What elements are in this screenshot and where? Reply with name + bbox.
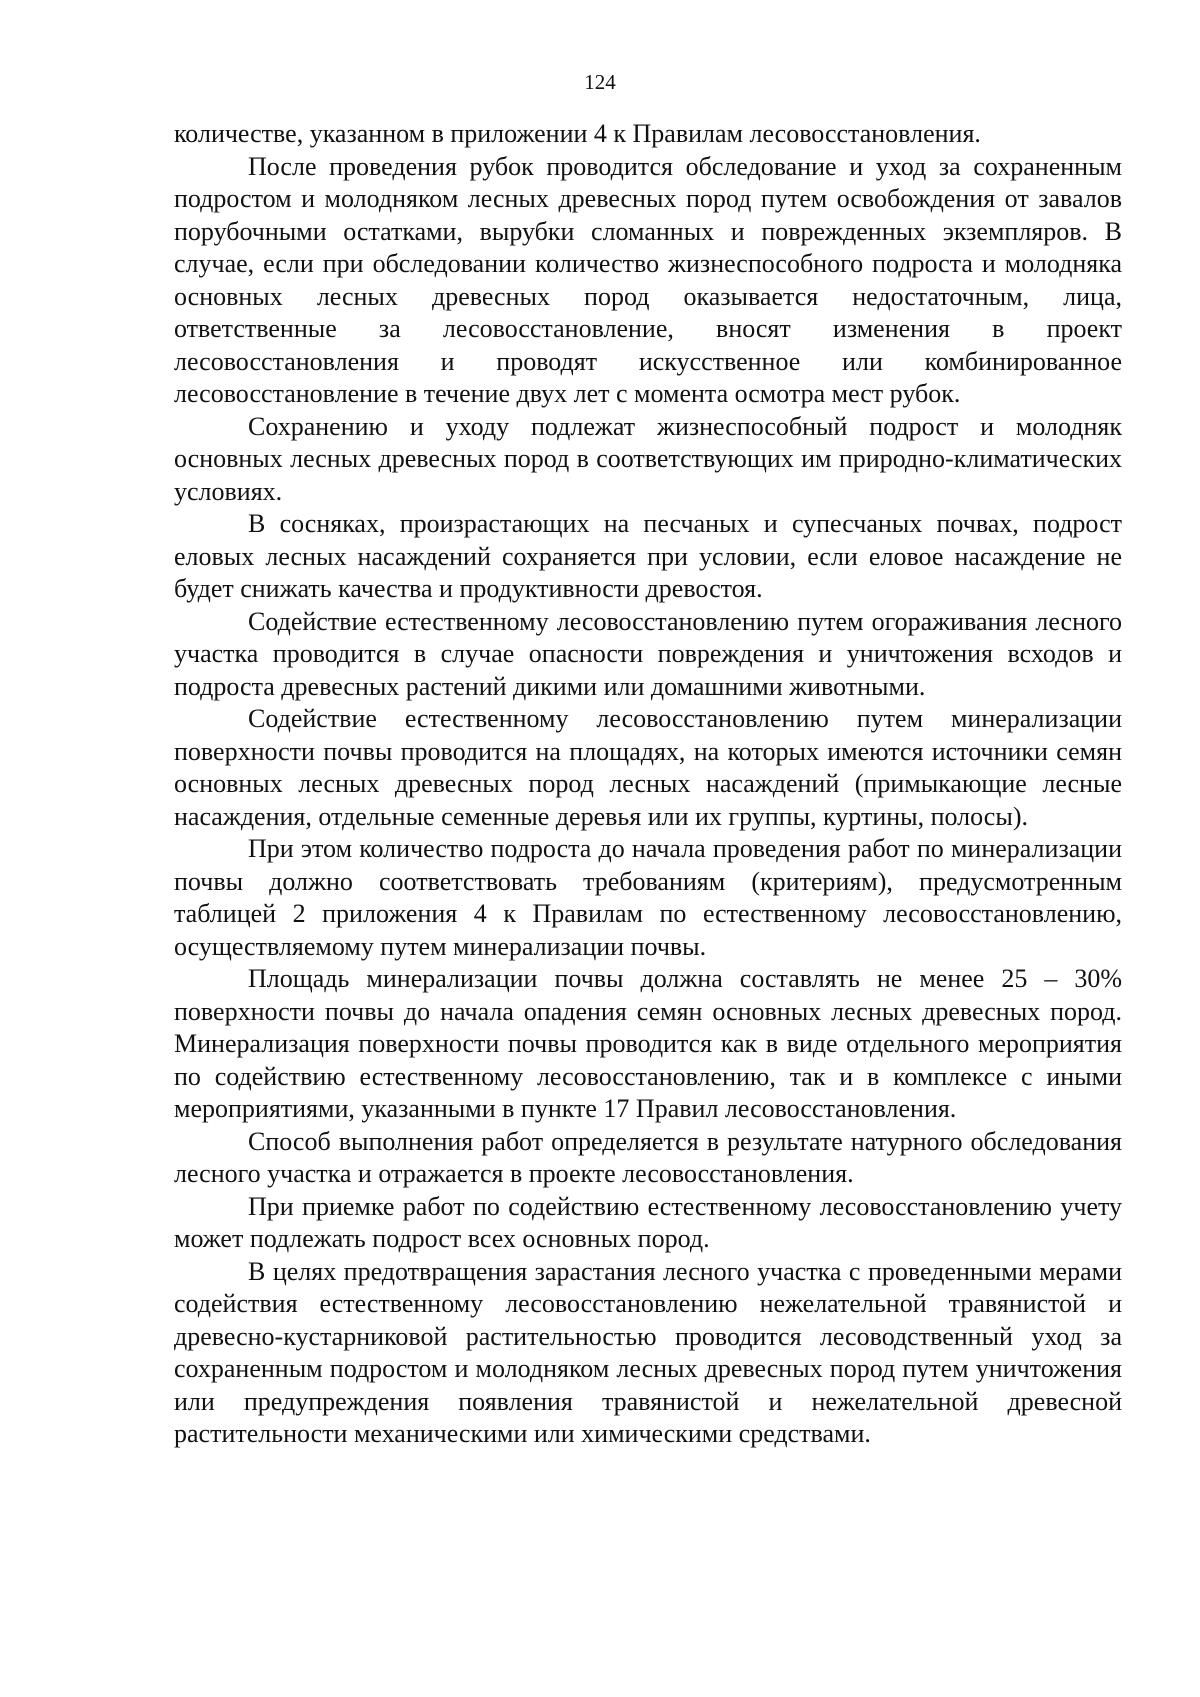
paragraph-overgrowth-prevention: В целях предотвращения зарастания лесного участка с проведенными мерами содействия естественному лесовосстановлению нежелательной травянистой и древесно-кустарниковой растительностью проводится лесоводственный уход за сохраненным подростом и молодняком лесных древесных пород путем уничтожения или предупреждения появления травянистой и нежелательной древесной растительности механическими или химическими средствами.	[174, 1256, 1122, 1448]
paragraph-mineralization-area: Площадь минерализации почвы должна составлять не менее 25 – 30% поверхности почвы до начала опадения семян основных лесных древесных пород. Минерализация поверхности почвы проводится как в виде отдельного мероприятия по содействию естественному лесовосстановлению, так и в комплексе с иными мероприятиями, указанными в пункте 17 Правил лесовосстановления.	[174, 964, 1122, 1123]
paragraph-acceptance: При приемке работ по содействию естественному лесовосстановлению учету может подлежать подрост всех основных пород.	[174, 1191, 1122, 1253]
document-body	[174, 118, 1122, 1451]
paragraph-preservation: Сохранению и уходу подлежат жизнеспособный подрост и молодняк основных лесных древесных пород в соответствующих им природно-климатических условиях.	[174, 411, 1122, 506]
paragraph-mineralization: Содействие естественному лесовосстановлению путем минерализации поверхности почвы проводится на площадях, на которых имеются источники семян основных лесных древесных пород лесных насаждений (примыкающие лесные насаждения, отдельные семенные деревья или их группы, куртины, полосы).	[174, 704, 1122, 831]
page-number: 124	[584, 70, 616, 94]
paragraph-continuation: количестве, указанном в приложении 4 к Правилам лесовосстановления.	[174, 119, 981, 148]
paragraph-undergrowth-count: При этом количество подроста до начала проведения работ по минерализации почвы должно соответствовать требованиям (критериям), предусмотренным таблицей 2 приложения 4 к Правилам по естественному лесовосстановлению, осуществляемому путем минерализации почвы.	[174, 834, 1122, 961]
paragraph-work-method: Способ выполнения работ определяется в результате натурного обследования лесного участка и отражается в проекте лесовосстановления.	[174, 1126, 1122, 1188]
paragraph-fencing: Содействие естественному лесовосстановлению путем огораживания лесного участка проводится в случае опасности повреждения и уничтожения всходов и подроста древесных растений дикими или домашними животными.	[174, 606, 1122, 701]
paragraph-pine-stands: В сосняках, произрастающих на песчаных и супесчаных почвах, подрост еловых лесных насаждений сохраняется при условии, если еловое насаждение не будет снижать качества и продуктивности древостоя.	[174, 509, 1122, 603]
paragraph-inspection-after-felling: После проведения рубок проводится обследование и уход за сохраненным подростом и молодняком лесных древесных пород путем освобождения от завалов порубочными остатками, вырубки сломанных и поврежденных экземпляров. В случае, если при обследовании количество жизнеспособного подроста и молодняка основных лесных древесных пород оказывается недостаточным, лица, ответственные за лесовосстановление, вносят изменения в проект лесовосстановления и проводят искусственное или комбинированное лесовосстановление в течение двух лет с момента осмотра мест рубок.	[174, 151, 1122, 408]
